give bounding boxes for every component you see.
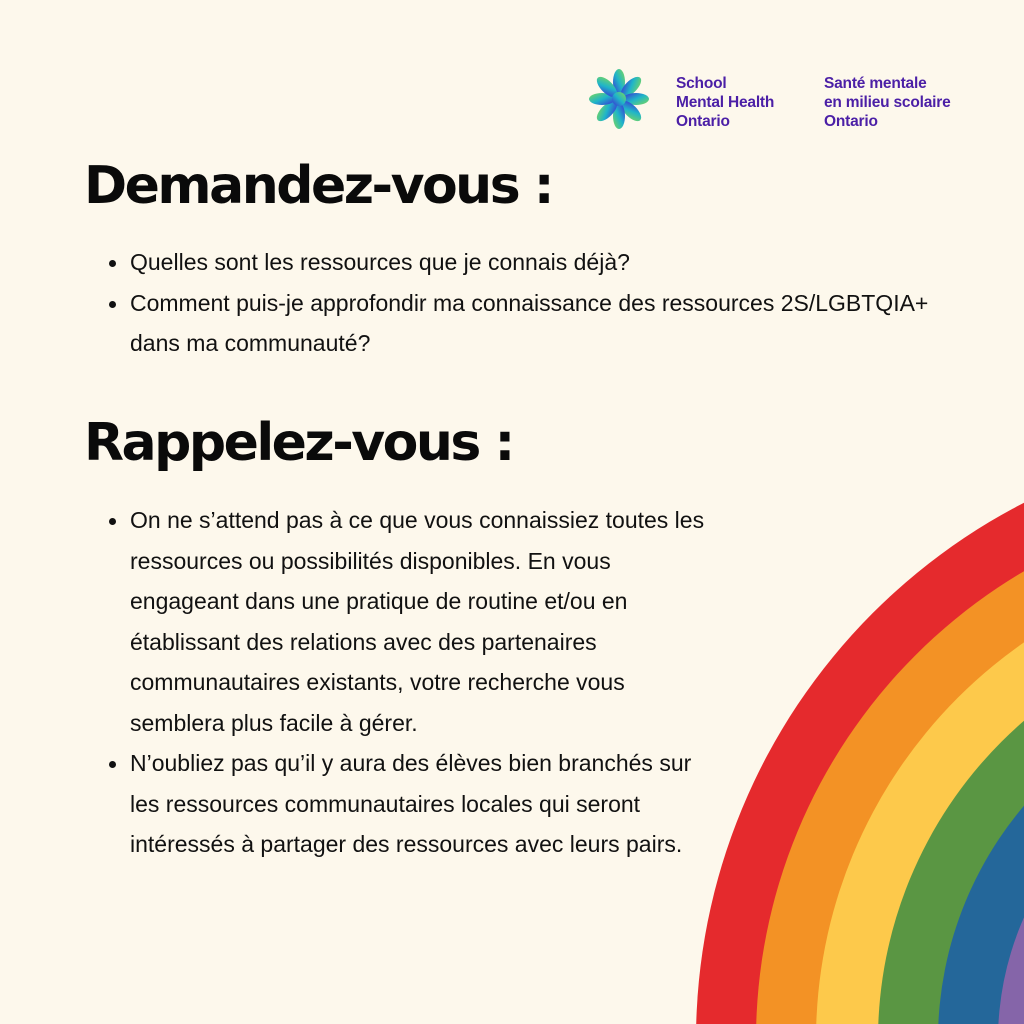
list-item: Comment puis-je approfondir ma connaissance des ressources 2S/LGBTQIA+ dans ma communauté?	[130, 283, 950, 364]
logo-english-line: School	[676, 75, 727, 92]
logo-french-line: Santé mentale	[824, 75, 927, 92]
logo-english-line: Ontario	[676, 113, 730, 130]
smho-flower-icon	[588, 68, 650, 130]
remember-list	[104, 500, 720, 865]
list-item: Quelles sont les ressources que je connais déjà?	[130, 242, 950, 283]
smho-logo	[588, 68, 988, 134]
heading-remember: Rappelez-vous :	[84, 413, 513, 473]
logo-english-line: Mental Health	[676, 94, 775, 111]
list-item: N’oubliez pas qu’il y aura des élèves bien branchés sur les ressources communautaires locales qui seront intéressés à partager des ressources avec leurs pairs.	[130, 743, 720, 865]
list-item: On ne s’attend pas à ce que vous connaissiez toutes les ressources ou possibilités disponibles. En vous engageant dans une pratique de routine et/ou en établissant des relations avec des partenaires communautaires existants, votre recherche vous semblera plus facile à gérer.	[130, 500, 720, 743]
heading-ask-yourself: Demandez-vous :	[84, 156, 553, 216]
ask-yourself-list	[104, 242, 950, 364]
logo-french-line: en milieu scolaire	[824, 94, 951, 111]
logo-english-name	[676, 74, 774, 131]
logo-french-name	[824, 74, 951, 131]
logo-french-line: Ontario	[824, 113, 878, 130]
